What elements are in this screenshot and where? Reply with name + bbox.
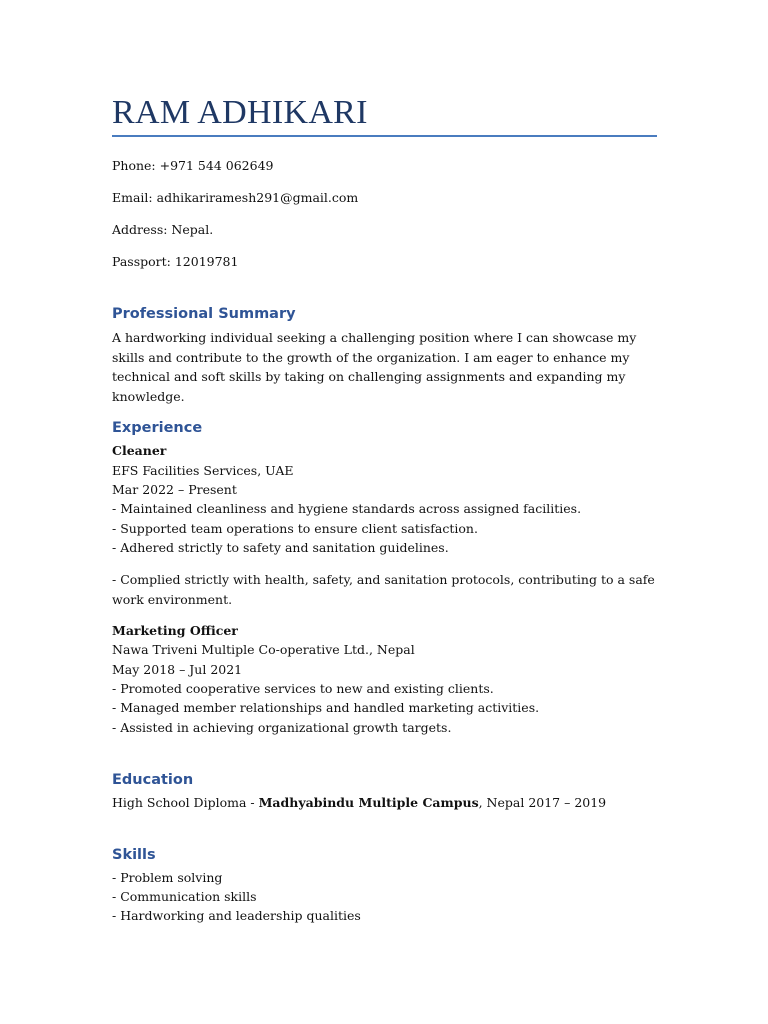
job-bullet: - Supported team operations to ensure client satisfaction. — [112, 521, 478, 536]
skill-item: - Problem solving — [112, 870, 223, 885]
skill-item: - Communication skills — [112, 889, 257, 904]
job-bullet: - Promoted cooperative services to new and existing clients. — [112, 681, 494, 696]
skills-heading: Skills — [112, 847, 156, 863]
skill-item: - Hardworking and leadership qualities — [112, 908, 361, 923]
education-heading: Education — [112, 772, 194, 788]
job-title: Marketing Officer — [112, 623, 238, 638]
job-bullet: - Assisted in achieving organizational growth targets. — [112, 720, 452, 735]
education-institution: Madhyabindu Multiple Campus — [258, 795, 479, 810]
job-company: EFS Facilities Services, UAE — [112, 463, 294, 478]
experience-heading: Experience — [112, 420, 203, 436]
job-bullet: - Maintained cleanliness and hygiene standards across assigned facilities. — [112, 501, 582, 516]
job-dates: May 2018 – Jul 2021 — [112, 662, 243, 677]
job-extra-note: - Complied strictly with health, safety, and sanitation protocols, contributing to a safe work environment. — [112, 572, 655, 607]
contact-passport: Passport: 12019781 — [112, 254, 239, 269]
contact-address: Address: Nepal. — [112, 222, 214, 237]
job-dates: Mar 2022 – Present — [112, 482, 237, 497]
candidate-name: RAM ADHIKARI — [112, 94, 368, 131]
job-bullet: - Adhered strictly to safety and sanitation guidelines. — [112, 540, 449, 555]
job-title: Cleaner — [112, 443, 167, 458]
name-underline — [112, 135, 657, 137]
summary-text: A hardworking individual seeking a challenging position where I can showcase my skills and contribute to the growth of the organization. I am eager to enhance my technical and soft skills by taking on challenging assignments and expanding my knowledge. — [112, 330, 637, 404]
job-bullet: - Managed member relationships and handled marketing activities. — [112, 700, 540, 715]
education-location-dates: , Nepal 2017 – 2019 — [478, 795, 607, 810]
summary-heading: Professional Summary — [112, 306, 296, 322]
job-company: Nawa Triveni Multiple Co-operative Ltd., Nepal — [112, 642, 415, 657]
education-entry — [112, 793, 606, 813]
education-degree: High School Diploma - — [112, 795, 259, 810]
contact-phone: Phone: +971 544 062649 — [112, 158, 274, 173]
contact-email: Email: adhikariramesh291@gmail.com — [112, 190, 359, 205]
